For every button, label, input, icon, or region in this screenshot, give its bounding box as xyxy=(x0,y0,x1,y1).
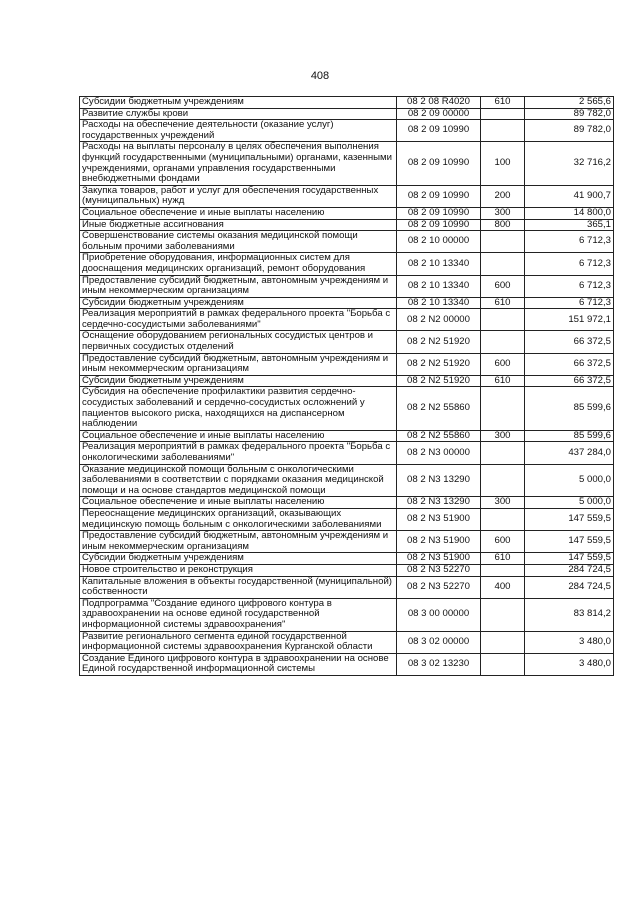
row-name-cell: Закупка товаров, работ и услуг для обеспечения государственных (муниципальных) нужд xyxy=(80,185,397,207)
row-name-cell: Создание Единого цифрового контура в здравоохранении на основе Единой государственной информационной системы xyxy=(80,653,397,675)
row-code-cell: 08 2 N2 51920 xyxy=(397,375,481,387)
row-sum-cell: 66 372,5 xyxy=(525,375,614,387)
row-sum-cell: 89 782,0 xyxy=(525,120,614,142)
row-sum-cell: 66 372,5 xyxy=(525,331,614,353)
row-code-cell: 08 2 N2 51920 xyxy=(397,353,481,375)
table-row xyxy=(80,253,614,275)
row-kvr-cell: 300 xyxy=(481,430,525,442)
row-code-cell: 08 2 09 10990 xyxy=(397,120,481,142)
row-code-cell: 08 2 10 13340 xyxy=(397,275,481,297)
row-kvr-cell: 610 xyxy=(481,297,525,309)
row-kvr-cell xyxy=(481,464,525,497)
row-sum-cell: 14 800,0 xyxy=(525,207,614,219)
row-kvr-cell xyxy=(481,231,525,253)
row-sum-cell: 6 712,3 xyxy=(525,231,614,253)
row-sum-cell: 85 599,6 xyxy=(525,387,614,430)
table-row xyxy=(80,442,614,464)
table-row xyxy=(80,309,614,331)
row-kvr-cell: 600 xyxy=(481,353,525,375)
row-name-cell: Новое строительство и реконструкция xyxy=(80,564,397,576)
table-row xyxy=(80,331,614,353)
row-code-cell: 08 2 N2 55860 xyxy=(397,387,481,430)
row-sum-cell: 2 565,6 xyxy=(525,97,614,109)
row-kvr-cell: 610 xyxy=(481,553,525,565)
row-sum-cell: 3 480,0 xyxy=(525,631,614,653)
row-kvr-cell: 800 xyxy=(481,219,525,231)
row-code-cell: 08 2 08 R4020 xyxy=(397,97,481,109)
row-name-cell: Иные бюджетные ассигнования xyxy=(80,219,397,231)
table-row xyxy=(80,219,614,231)
row-name-cell: Оказание медицинской помощи больным с онкологическими заболеваниями в соответствии с порядками оказания медицинской помощи и на основе стандартов медицинской помощи xyxy=(80,464,397,497)
row-kvr-cell xyxy=(481,387,525,430)
row-kvr-cell: 400 xyxy=(481,576,525,598)
row-kvr-cell xyxy=(481,442,525,464)
row-name-cell: Совершенствование системы оказания медицинской помощи больным прочими заболеваниями xyxy=(80,231,397,253)
row-kvr-cell: 100 xyxy=(481,142,525,185)
table-row xyxy=(80,353,614,375)
row-sum-cell: 437 284,0 xyxy=(525,442,614,464)
row-name-cell: Предоставление субсидий бюджетным, автономным учреждениям и иным некоммерческим организациям xyxy=(80,275,397,297)
row-name-cell: Субсидии бюджетным учреждениям xyxy=(80,297,397,309)
table-row xyxy=(80,598,614,631)
row-kvr-cell xyxy=(481,508,525,530)
row-name-cell: Предоставление субсидий бюджетным, автономным учреждениям и иным некоммерческим организациям xyxy=(80,531,397,553)
row-kvr-cell xyxy=(481,598,525,631)
row-kvr-cell xyxy=(481,564,525,576)
row-sum-cell: 284 724,5 xyxy=(525,576,614,598)
table-row xyxy=(80,387,614,430)
row-kvr-cell: 610 xyxy=(481,375,525,387)
row-name-cell: Подпрограмма "Создание единого цифрового контура в здравоохранении на основе единой государственной информационной системы здравоохранения" xyxy=(80,598,397,631)
row-name-cell: Развитие службы крови xyxy=(80,108,397,120)
row-kvr-cell xyxy=(481,253,525,275)
table-row xyxy=(80,564,614,576)
table-row xyxy=(80,108,614,120)
row-code-cell: 08 2 N2 55860 xyxy=(397,430,481,442)
row-kvr-cell: 610 xyxy=(481,97,525,109)
row-name-cell: Оснащение оборудованием региональных сосудистых центров и первичных сосудистых отделений xyxy=(80,331,397,353)
row-kvr-cell: 200 xyxy=(481,185,525,207)
row-name-cell: Реализация мероприятий в рамках федерального проекта "Борьба с онкологическими заболеваниями" xyxy=(80,442,397,464)
row-sum-cell: 147 559,5 xyxy=(525,553,614,565)
page-number: 408 xyxy=(310,70,330,82)
table-row xyxy=(80,97,614,109)
table-row xyxy=(80,185,614,207)
row-sum-cell: 6 712,3 xyxy=(525,275,614,297)
table-row xyxy=(80,576,614,598)
budget-table xyxy=(79,96,614,676)
row-code-cell: 08 2 10 13340 xyxy=(397,253,481,275)
row-sum-cell: 151 972,1 xyxy=(525,309,614,331)
row-code-cell: 08 2 N3 00000 xyxy=(397,442,481,464)
table-row xyxy=(80,497,614,509)
row-code-cell: 08 2 N3 52270 xyxy=(397,576,481,598)
row-code-cell: 08 2 09 10990 xyxy=(397,142,481,185)
row-sum-cell: 89 782,0 xyxy=(525,108,614,120)
row-name-cell: Капитальные вложения в объекты государственной (муниципальной) собственности xyxy=(80,576,397,598)
row-sum-cell: 5 000,0 xyxy=(525,497,614,509)
row-sum-cell: 66 372,5 xyxy=(525,353,614,375)
table-row xyxy=(80,631,614,653)
row-name-cell: Социальное обеспечение и иные выплаты населению xyxy=(80,497,397,509)
row-code-cell: 08 2 09 00000 xyxy=(397,108,481,120)
row-code-cell: 08 2 N3 13290 xyxy=(397,497,481,509)
row-kvr-cell: 300 xyxy=(481,497,525,509)
table-row xyxy=(80,207,614,219)
row-sum-cell: 32 716,2 xyxy=(525,142,614,185)
row-name-cell: Субсидии бюджетным учреждениям xyxy=(80,375,397,387)
row-sum-cell: 147 559,5 xyxy=(525,508,614,530)
row-code-cell: 08 2 N3 51900 xyxy=(397,531,481,553)
row-code-cell: 08 2 09 10990 xyxy=(397,185,481,207)
row-name-cell: Социальное обеспечение и иные выплаты населению xyxy=(80,207,397,219)
row-code-cell: 08 2 N3 51900 xyxy=(397,508,481,530)
row-kvr-cell xyxy=(481,653,525,675)
row-name-cell: Приобретение оборудования, информационных систем для дооснащения медицинских организаций, ремонт оборудования xyxy=(80,253,397,275)
row-code-cell: 08 3 02 00000 xyxy=(397,631,481,653)
table-row xyxy=(80,430,614,442)
table-row xyxy=(80,120,614,142)
row-name-cell: Расходы на обеспечение деятельности (оказание услуг) государственных учреждений xyxy=(80,120,397,142)
table-row xyxy=(80,375,614,387)
row-code-cell: 08 2 09 10990 xyxy=(397,219,481,231)
row-code-cell: 08 3 02 13230 xyxy=(397,653,481,675)
table-row xyxy=(80,464,614,497)
row-code-cell: 08 2 N2 00000 xyxy=(397,309,481,331)
row-sum-cell: 41 900,7 xyxy=(525,185,614,207)
table-row xyxy=(80,275,614,297)
row-name-cell: Реализация мероприятий в рамках федерального проекта "Борьба с сердечно-сосудистыми заболеваниями" xyxy=(80,309,397,331)
row-code-cell: 08 2 10 00000 xyxy=(397,231,481,253)
row-code-cell: 08 3 00 00000 xyxy=(397,598,481,631)
row-kvr-cell: 600 xyxy=(481,275,525,297)
row-sum-cell: 147 559,5 xyxy=(525,531,614,553)
row-kvr-cell: 600 xyxy=(481,531,525,553)
table-row xyxy=(80,653,614,675)
table-row xyxy=(80,531,614,553)
row-code-cell: 08 2 10 13340 xyxy=(397,297,481,309)
row-name-cell: Субсидии бюджетным учреждениям xyxy=(80,97,397,109)
row-kvr-cell xyxy=(481,331,525,353)
table-row xyxy=(80,553,614,565)
row-name-cell: Субсидии бюджетным учреждениям xyxy=(80,553,397,565)
row-sum-cell: 365,1 xyxy=(525,219,614,231)
table-row xyxy=(80,508,614,530)
row-name-cell: Социальное обеспечение и иные выплаты населению xyxy=(80,430,397,442)
row-code-cell: 08 2 N3 52270 xyxy=(397,564,481,576)
row-sum-cell: 6 712,3 xyxy=(525,253,614,275)
row-name-cell: Расходы на выплаты персоналу в целях обеспечения выполнения функций государственными (муниципальными) органами, казенными учреждениями, органами управления государственными внебюджетными фондами xyxy=(80,142,397,185)
row-name-cell: Переоснащение медицинских организаций, оказывающих медицинскую помощь больным с онкологическими заболеваниями xyxy=(80,508,397,530)
row-sum-cell: 284 724,5 xyxy=(525,564,614,576)
row-name-cell: Предоставление субсидий бюджетным, автономным учреждениям и иным некоммерческим организациям xyxy=(80,353,397,375)
row-code-cell: 08 2 N2 51920 xyxy=(397,331,481,353)
table-row xyxy=(80,297,614,309)
row-kvr-cell xyxy=(481,631,525,653)
row-kvr-cell xyxy=(481,108,525,120)
row-sum-cell: 83 814,2 xyxy=(525,598,614,631)
row-code-cell: 08 2 N3 13290 xyxy=(397,464,481,497)
table-row xyxy=(80,231,614,253)
row-sum-cell: 3 480,0 xyxy=(525,653,614,675)
row-name-cell: Развитие регионального сегмента единой государственной информационной системы здравоохранения Курганской области xyxy=(80,631,397,653)
row-code-cell: 08 2 09 10990 xyxy=(397,207,481,219)
row-name-cell: Субсидия на обеспечение профилактики развития сердечно-сосудистых заболеваний и сердечно-сосудистых осложнений у пациентов высокого риска, находящихся на диспансерном наблюдении xyxy=(80,387,397,430)
row-kvr-cell xyxy=(481,309,525,331)
row-code-cell: 08 2 N3 51900 xyxy=(397,553,481,565)
row-kvr-cell xyxy=(481,120,525,142)
row-sum-cell: 85 599,6 xyxy=(525,430,614,442)
row-sum-cell: 5 000,0 xyxy=(525,464,614,497)
row-sum-cell: 6 712,3 xyxy=(525,297,614,309)
table-row xyxy=(80,142,614,185)
row-kvr-cell: 300 xyxy=(481,207,525,219)
